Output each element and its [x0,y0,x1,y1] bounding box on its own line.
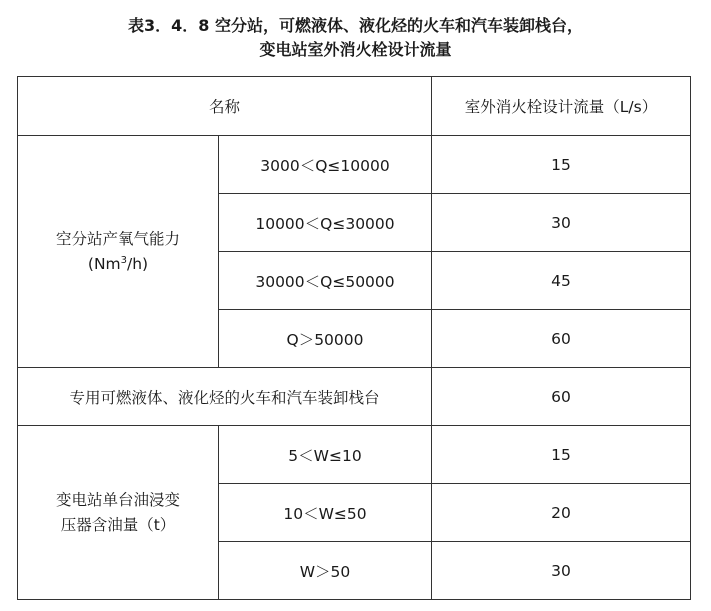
range-cell: 10＜W≤50 [219,484,432,542]
range-cell: 10000＜Q≤30000 [219,194,432,252]
flow-cell: 30 [432,542,691,600]
flow-cell: 30 [432,194,691,252]
flow-cell: 60 [432,368,691,426]
flow-cell: 60 [432,310,691,368]
table-header-row [18,77,691,136]
flow-cell: 15 [432,426,691,484]
table-row [18,136,691,194]
range-cell: 30000＜Q≤50000 [219,252,432,310]
substation-label-line2: 压器含油量（t） [60,515,176,534]
air-separation-label-cell [18,136,219,368]
range-cell: Q＞50000 [219,310,432,368]
loading-platform-label-cell: 专用可燃液体、液化烃的火车和汽车装卸栈台 [18,368,432,426]
table-title-line2: 变电站室外消火栓设计流量 [259,40,452,59]
range-cell: W＞50 [219,542,432,600]
header-flow-cell: 室外消火栓设计流量（L/s） [432,77,691,136]
table-title-line1: 表3．4．8 空分站，可燃液体、液化烃的火车和汽车装卸栈台， [128,16,583,35]
header-name-cell: 名称 [18,77,432,136]
table-title [0,14,711,62]
range-cell: 3000＜Q≤10000 [219,136,432,194]
range-cell: 5＜W≤10 [219,426,432,484]
fire-hydrant-flow-table [17,76,691,600]
table-row [18,426,691,484]
flow-cell: 15 [432,136,691,194]
flow-cell: 45 [432,252,691,310]
substation-label-line1: 变电站单台油浸变 [55,490,180,509]
substation-label-cell [18,426,219,600]
air-separation-label: 空分站产氧气能力 [55,229,180,248]
flow-cell: 20 [432,484,691,542]
air-separation-unit: (Nm$^3$/h) [87,254,149,273]
table-row [18,368,691,426]
